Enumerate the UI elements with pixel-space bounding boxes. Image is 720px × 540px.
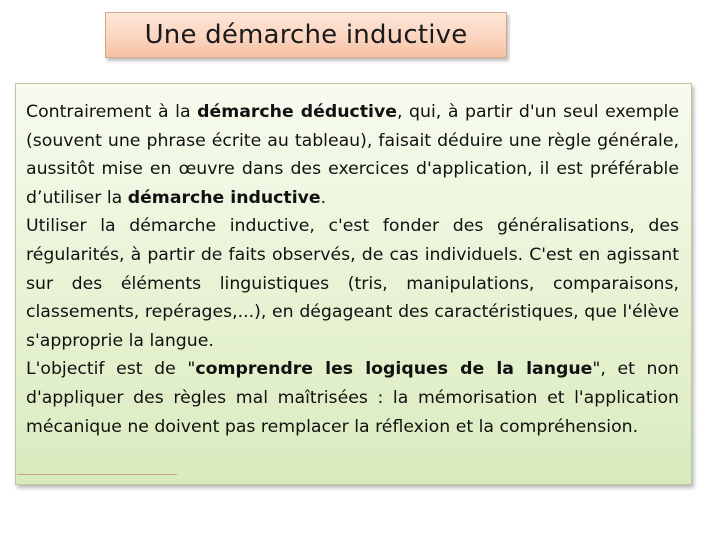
- p1-bold-inductive: démarche inductive: [127, 187, 321, 208]
- p3-text-2: ", et non d'appliquer des règles mal maîtrisées : la mémorisation et l'application mécanique ne doivent pas remplacer la réflexion et la compréhension.: [26, 359, 679, 437]
- p1-text-1: Contrairement à la: [26, 102, 198, 122]
- paragraph-deductive-vs-inductive: [26, 98, 679, 212]
- p3-bold-logiques: comprendre les logiques de la langue: [195, 359, 593, 380]
- slide-title: Une démarche inductive: [144, 20, 468, 50]
- p1-text-3: .: [320, 187, 327, 208]
- p3-text-1: L'objectif est de ": [26, 359, 196, 380]
- content-box: [15, 83, 692, 485]
- p1-text-2: , qui, à partir d'un seul exemple (souvent une phrase écrite au tableau), faisait déduire une règle générale, aussitôt mise en œuvre dans des exercices d'application, il est préférable d’utiliser la: [26, 102, 679, 208]
- paragraph-objective: [26, 355, 679, 441]
- paragraph-using-inductive: Utiliser la démarche inductive, c'est fonder des généralisations, des régularités, à partir de faits observés, de cas individuels. C'est en agissant sur des éléments linguistiques (tris, manipulations, comparaisons, classements, repérages,...), en dégageant des caractéristiques, que l'élève s'approprie la langue.: [26, 216, 679, 351]
- decorative-divider: [17, 474, 177, 475]
- p1-bold-deductive: démarche déductive: [197, 102, 397, 122]
- slide-title-box: [105, 12, 507, 58]
